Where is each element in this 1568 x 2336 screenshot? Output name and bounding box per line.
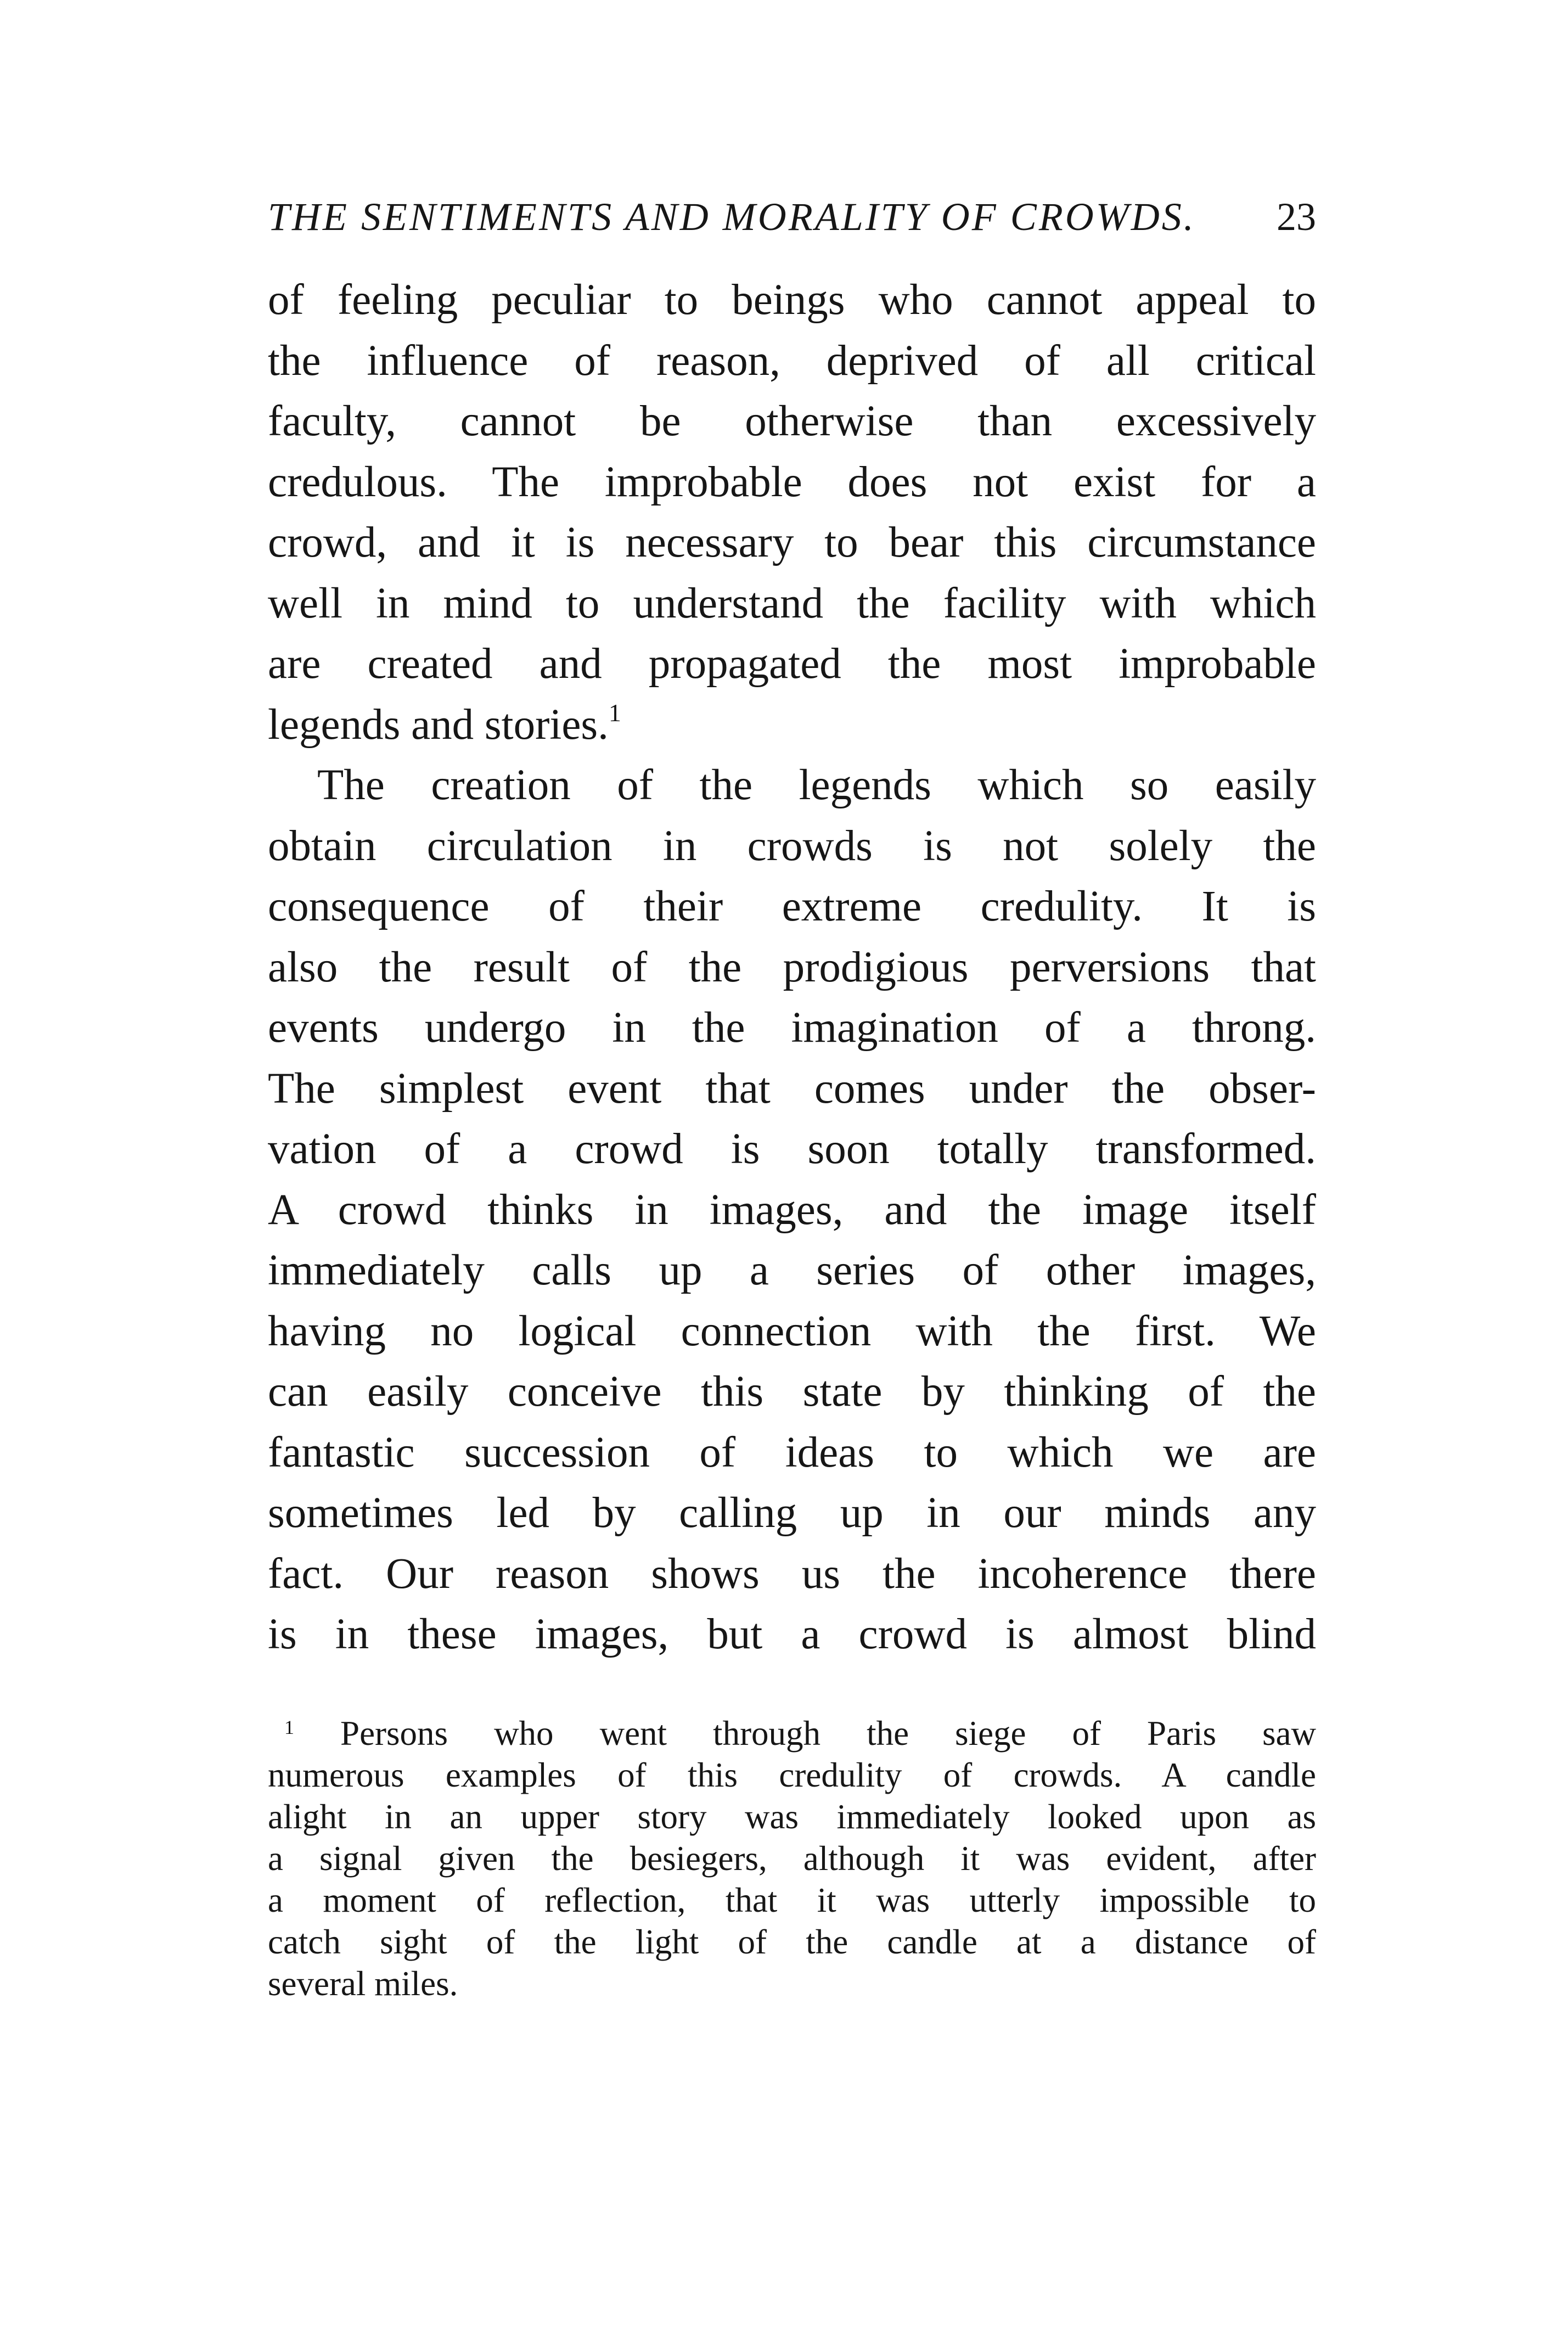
text-line: sometimes led by calling up in our minds any <box>268 1489 1316 1537</box>
text-line: are created and propagated the most improbable <box>268 640 1316 688</box>
text-line: The creation of the legends which so easily <box>317 761 1316 809</box>
footnote-line: alight in an upper story was immediately looked upon as <box>268 1798 1316 1836</box>
text-line: obtain circulation in crowds is not solely the <box>268 822 1316 870</box>
running-head-title: THE SENTIMENTS AND MORALITY OF CROWDS. <box>268 195 1196 239</box>
text-line: A crowd thinks in images, and the image itself <box>268 1186 1316 1234</box>
text-line: can easily conceive this state by thinking of the <box>268 1368 1316 1416</box>
body-text <box>268 270 1316 1665</box>
footnote-line: a moment of reflection, that it was utterly impossible to <box>268 1881 1316 1919</box>
text-line: crowd, and it is necessary to bear this circumstance <box>268 519 1316 566</box>
text-line: immediately calls up a series of other images, <box>268 1246 1316 1294</box>
text-line: is in these images, but a crowd is almost blind <box>268 1610 1316 1658</box>
text-line: fact. Our reason shows us the incoherence there <box>268 1549 1316 1598</box>
text-line: of feeling peculiar to beings who cannot appeal to <box>268 276 1316 324</box>
page-number: 23 <box>1277 195 1316 239</box>
text-line: consequence of their extreme credulity. It is <box>268 883 1316 930</box>
footnote-line: numerous examples of this credulity of crowds. A candle <box>268 1756 1316 1794</box>
footnote-line: a signal given the besiegers, although it was evident, after <box>268 1839 1316 1878</box>
text-line: events undergo in the imagination of a throng. <box>268 1004 1316 1052</box>
footnote <box>268 1712 1316 2004</box>
footnote-line: catch sight of the light of the candle at a distance of <box>268 1923 1316 1961</box>
text-line: faculty, cannot be otherwise than excessively <box>268 397 1316 445</box>
footnote-mark: 1 <box>284 1716 294 1738</box>
text-line: well in mind to understand the facility with which <box>268 579 1316 627</box>
text-line: The simplest event that comes under the obser- <box>268 1064 1316 1113</box>
footnote-line-with-mark <box>268 1712 1316 1754</box>
paragraph-1 <box>268 270 1316 755</box>
running-head <box>268 187 1316 247</box>
text-line: fantastic succession of ideas to which we are <box>268 1428 1316 1476</box>
text-line: the influence of reason, deprived of all critical <box>268 336 1316 385</box>
text-line: vation of a crowd is soon totally transformed. <box>268 1125 1316 1173</box>
text-line-content: legends and stories. <box>268 700 609 749</box>
footnote-line: several miles. <box>268 1964 458 2003</box>
text-line: having no logical connection with the first. We <box>268 1307 1316 1355</box>
footnote-line-content: Persons who went through the siege of Paris saw <box>340 1714 1317 1753</box>
text-line: credulous. The improbable does not exist for a <box>268 458 1316 506</box>
text-line-with-footnote-ref <box>268 695 1316 756</box>
paragraph-2 <box>268 755 1316 1665</box>
footnote-reference[interactable]: 1 <box>608 698 621 727</box>
text-line: also the result of the prodigious perversions that <box>268 943 1316 991</box>
